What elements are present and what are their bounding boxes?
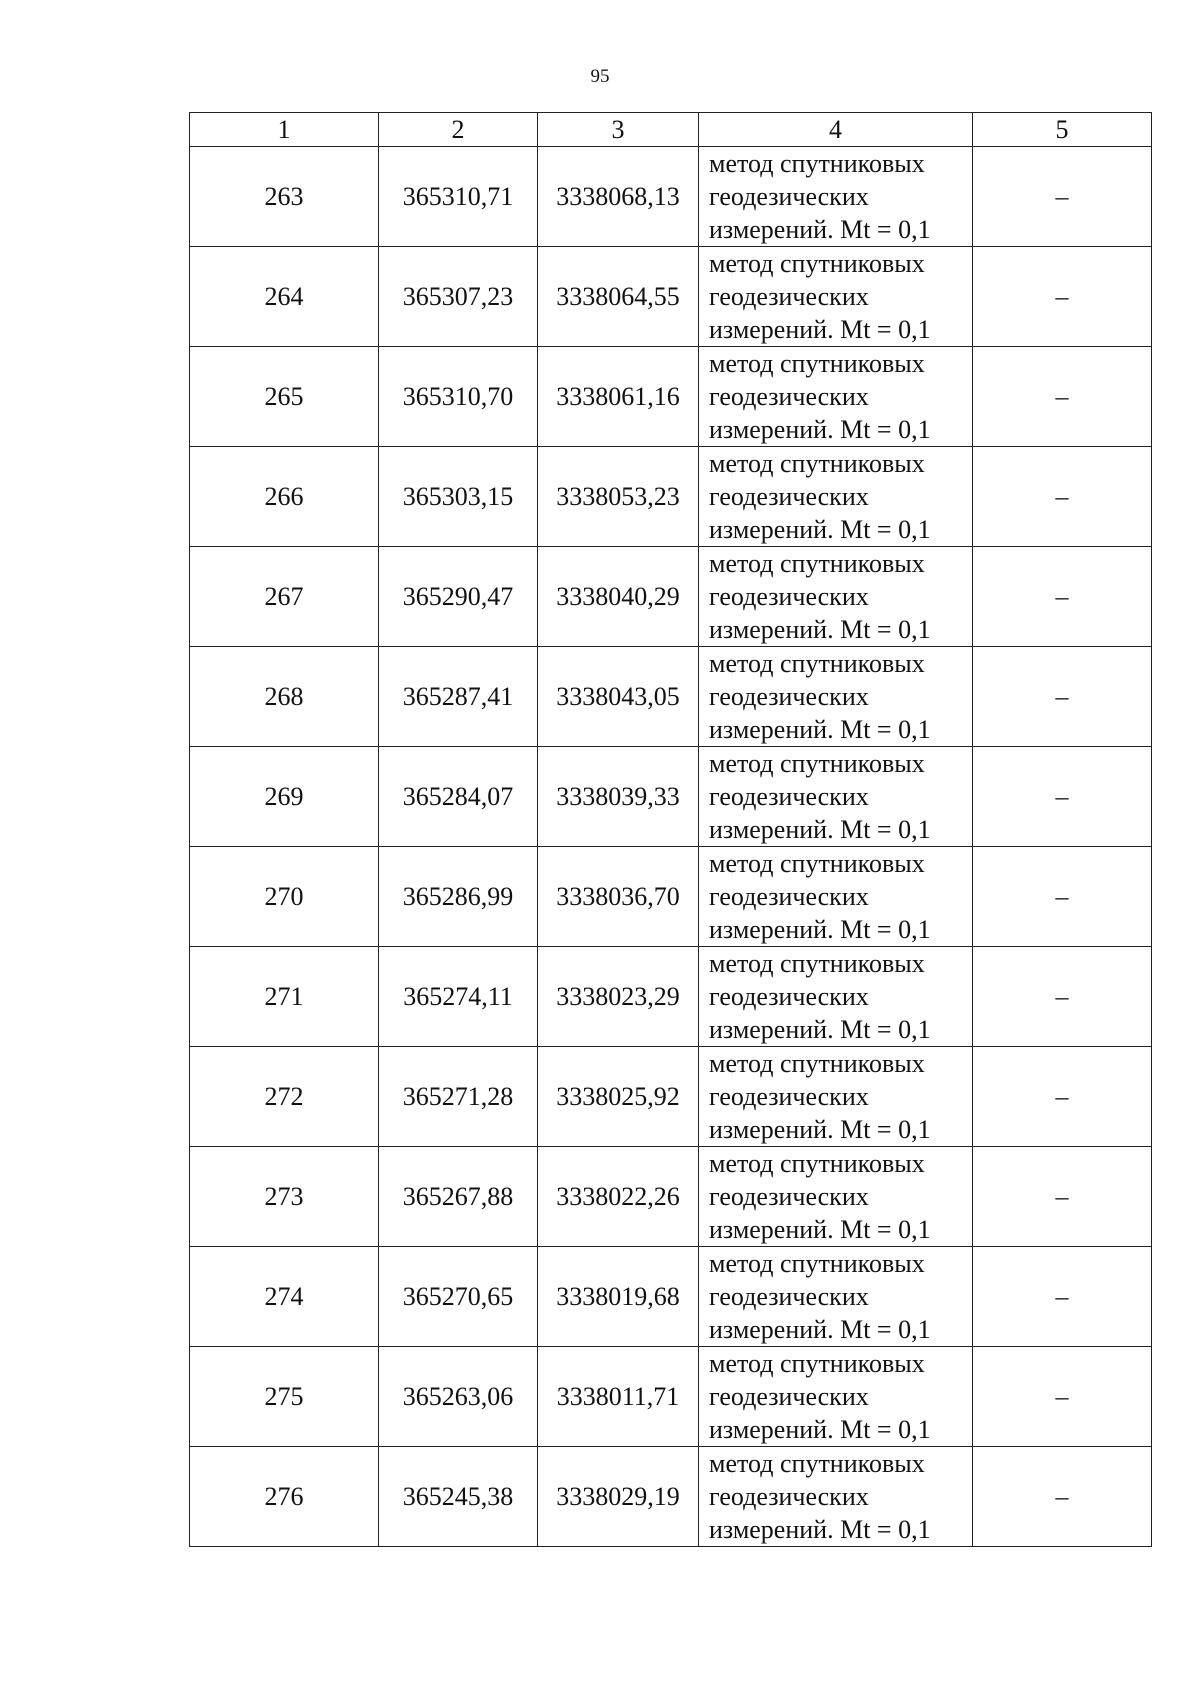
table-row bbox=[190, 1247, 1152, 1347]
method-line: геодезических bbox=[709, 782, 869, 811]
point-number-cell: 264 bbox=[190, 247, 379, 347]
method-line: геодезических bbox=[709, 582, 869, 611]
y-coordinate-cell: 3338068,13 bbox=[538, 147, 699, 247]
point-number-cell: 271 bbox=[190, 947, 379, 1047]
method-cell bbox=[699, 747, 973, 847]
method-line: измерений. Mt = 0,1 bbox=[709, 1115, 931, 1144]
header-col-5: 5 bbox=[973, 113, 1152, 147]
method-cell bbox=[699, 547, 973, 647]
table-header bbox=[190, 113, 1152, 147]
table-row bbox=[190, 347, 1152, 447]
method-cell bbox=[699, 947, 973, 1047]
method-line: метод спутниковых bbox=[709, 649, 925, 678]
coordinates-table bbox=[189, 112, 1152, 1547]
method-cell bbox=[699, 1247, 973, 1347]
method-line: геодезических bbox=[709, 682, 869, 711]
table-row bbox=[190, 947, 1152, 1047]
x-coordinate-cell: 365303,15 bbox=[379, 447, 538, 547]
note-cell: – bbox=[973, 547, 1152, 647]
note-cell: – bbox=[973, 647, 1152, 747]
table-row bbox=[190, 247, 1152, 347]
x-coordinate-cell: 365270,65 bbox=[379, 1247, 538, 1347]
y-coordinate-cell: 3338043,05 bbox=[538, 647, 699, 747]
method-cell bbox=[699, 347, 973, 447]
table-row bbox=[190, 1147, 1152, 1247]
note-cell: – bbox=[973, 1347, 1152, 1447]
point-number-cell: 275 bbox=[190, 1347, 379, 1447]
header-col-1: 1 bbox=[190, 113, 379, 147]
method-line: метод спутниковых bbox=[709, 749, 925, 778]
method-line: геодезических bbox=[709, 1382, 869, 1411]
y-coordinate-cell: 3338036,70 bbox=[538, 847, 699, 947]
x-coordinate-cell: 365310,71 bbox=[379, 147, 538, 247]
method-line: геодезических bbox=[709, 382, 869, 411]
method-line: геодезических bbox=[709, 982, 869, 1011]
note-cell: – bbox=[973, 1147, 1152, 1247]
method-cell bbox=[699, 847, 973, 947]
table-row bbox=[190, 647, 1152, 747]
note-cell: – bbox=[973, 447, 1152, 547]
x-coordinate-cell: 365267,88 bbox=[379, 1147, 538, 1247]
y-coordinate-cell: 3338029,19 bbox=[538, 1447, 699, 1547]
method-line: метод спутниковых bbox=[709, 249, 925, 278]
method-line: геодезических bbox=[709, 1282, 869, 1311]
point-number-cell: 273 bbox=[190, 1147, 379, 1247]
x-coordinate-cell: 365263,06 bbox=[379, 1347, 538, 1447]
method-line: метод спутниковых bbox=[709, 949, 925, 978]
table-row bbox=[190, 147, 1152, 247]
x-coordinate-cell: 365245,38 bbox=[379, 1447, 538, 1547]
method-line: измерений. Mt = 0,1 bbox=[709, 1015, 931, 1044]
note-cell: – bbox=[973, 247, 1152, 347]
table-row bbox=[190, 447, 1152, 547]
method-line: измерений. Mt = 0,1 bbox=[709, 915, 931, 944]
point-number-cell: 263 bbox=[190, 147, 379, 247]
note-cell: – bbox=[973, 1047, 1152, 1147]
point-number-cell: 272 bbox=[190, 1047, 379, 1147]
note-cell: – bbox=[973, 847, 1152, 947]
y-coordinate-cell: 3338019,68 bbox=[538, 1247, 699, 1347]
method-line: геодезических bbox=[709, 1182, 869, 1211]
header-col-2: 2 bbox=[379, 113, 538, 147]
table-row bbox=[190, 747, 1152, 847]
table-row bbox=[190, 547, 1152, 647]
x-coordinate-cell: 365284,07 bbox=[379, 747, 538, 847]
method-line: метод спутниковых bbox=[709, 1149, 925, 1178]
y-coordinate-cell: 3338039,33 bbox=[538, 747, 699, 847]
method-line: геодезических bbox=[709, 882, 869, 911]
method-line: геодезических bbox=[709, 1082, 869, 1111]
method-line: измерений. Mt = 0,1 bbox=[709, 615, 931, 644]
method-line: измерений. Mt = 0,1 bbox=[709, 1515, 931, 1544]
point-number-cell: 276 bbox=[190, 1447, 379, 1547]
method-line: измерений. Mt = 0,1 bbox=[709, 515, 931, 544]
table-body bbox=[190, 147, 1152, 1547]
method-line: метод спутниковых bbox=[709, 1249, 925, 1278]
header-row bbox=[190, 113, 1152, 147]
x-coordinate-cell: 365274,11 bbox=[379, 947, 538, 1047]
table-row bbox=[190, 1447, 1152, 1547]
method-line: метод спутниковых bbox=[709, 449, 925, 478]
table-row bbox=[190, 847, 1152, 947]
header-col-3: 3 bbox=[538, 113, 699, 147]
point-number-cell: 274 bbox=[190, 1247, 379, 1347]
x-coordinate-cell: 365307,23 bbox=[379, 247, 538, 347]
point-number-cell: 269 bbox=[190, 747, 379, 847]
point-number-cell: 266 bbox=[190, 447, 379, 547]
method-cell bbox=[699, 1047, 973, 1147]
method-line: метод спутниковых bbox=[709, 349, 925, 378]
method-line: измерений. Mt = 0,1 bbox=[709, 215, 931, 244]
x-coordinate-cell: 365290,47 bbox=[379, 547, 538, 647]
method-line: измерений. Mt = 0,1 bbox=[709, 815, 931, 844]
method-line: измерений. Mt = 0,1 bbox=[709, 1315, 931, 1344]
method-cell bbox=[699, 647, 973, 747]
note-cell: – bbox=[973, 147, 1152, 247]
method-cell bbox=[699, 1447, 973, 1547]
method-cell bbox=[699, 247, 973, 347]
page-number: 95 bbox=[590, 66, 610, 87]
point-number-cell: 268 bbox=[190, 647, 379, 747]
method-line: метод спутниковых bbox=[709, 1449, 925, 1478]
y-coordinate-cell: 3338053,23 bbox=[538, 447, 699, 547]
method-line: метод спутниковых bbox=[709, 149, 925, 178]
y-coordinate-cell: 3338011,71 bbox=[538, 1347, 699, 1447]
note-cell: – bbox=[973, 347, 1152, 447]
method-cell bbox=[699, 1147, 973, 1247]
method-line: метод спутниковых bbox=[709, 1349, 925, 1378]
y-coordinate-cell: 3338022,26 bbox=[538, 1147, 699, 1247]
note-cell: – bbox=[973, 1447, 1152, 1547]
x-coordinate-cell: 365287,41 bbox=[379, 647, 538, 747]
x-coordinate-cell: 365310,70 bbox=[379, 347, 538, 447]
table-row bbox=[190, 1347, 1152, 1447]
x-coordinate-cell: 365271,28 bbox=[379, 1047, 538, 1147]
point-number-cell: 267 bbox=[190, 547, 379, 647]
method-cell bbox=[699, 1347, 973, 1447]
note-cell: – bbox=[973, 747, 1152, 847]
method-line: измерений. Mt = 0,1 bbox=[709, 415, 931, 444]
y-coordinate-cell: 3338061,16 bbox=[538, 347, 699, 447]
method-line: метод спутниковых bbox=[709, 849, 925, 878]
method-cell bbox=[699, 147, 973, 247]
method-cell bbox=[699, 447, 973, 547]
x-coordinate-cell: 365286,99 bbox=[379, 847, 538, 947]
header-col-4: 4 bbox=[699, 113, 973, 147]
method-line: метод спутниковых bbox=[709, 1049, 925, 1078]
point-number-cell: 265 bbox=[190, 347, 379, 447]
y-coordinate-cell: 3338064,55 bbox=[538, 247, 699, 347]
table-row bbox=[190, 1047, 1152, 1147]
y-coordinate-cell: 3338040,29 bbox=[538, 547, 699, 647]
method-line: измерений. Mt = 0,1 bbox=[709, 1215, 931, 1244]
method-line: геодезических bbox=[709, 1482, 869, 1511]
method-line: метод спутниковых bbox=[709, 549, 925, 578]
method-line: геодезических bbox=[709, 182, 869, 211]
note-cell: – bbox=[973, 947, 1152, 1047]
y-coordinate-cell: 3338025,92 bbox=[538, 1047, 699, 1147]
point-number-cell: 270 bbox=[190, 847, 379, 947]
method-line: измерений. Mt = 0,1 bbox=[709, 1415, 931, 1444]
note-cell: – bbox=[973, 1247, 1152, 1347]
method-line: измерений. Mt = 0,1 bbox=[709, 715, 931, 744]
method-line: измерений. Mt = 0,1 bbox=[709, 315, 931, 344]
method-line: геодезических bbox=[709, 482, 869, 511]
method-line: геодезических bbox=[709, 282, 869, 311]
y-coordinate-cell: 3338023,29 bbox=[538, 947, 699, 1047]
